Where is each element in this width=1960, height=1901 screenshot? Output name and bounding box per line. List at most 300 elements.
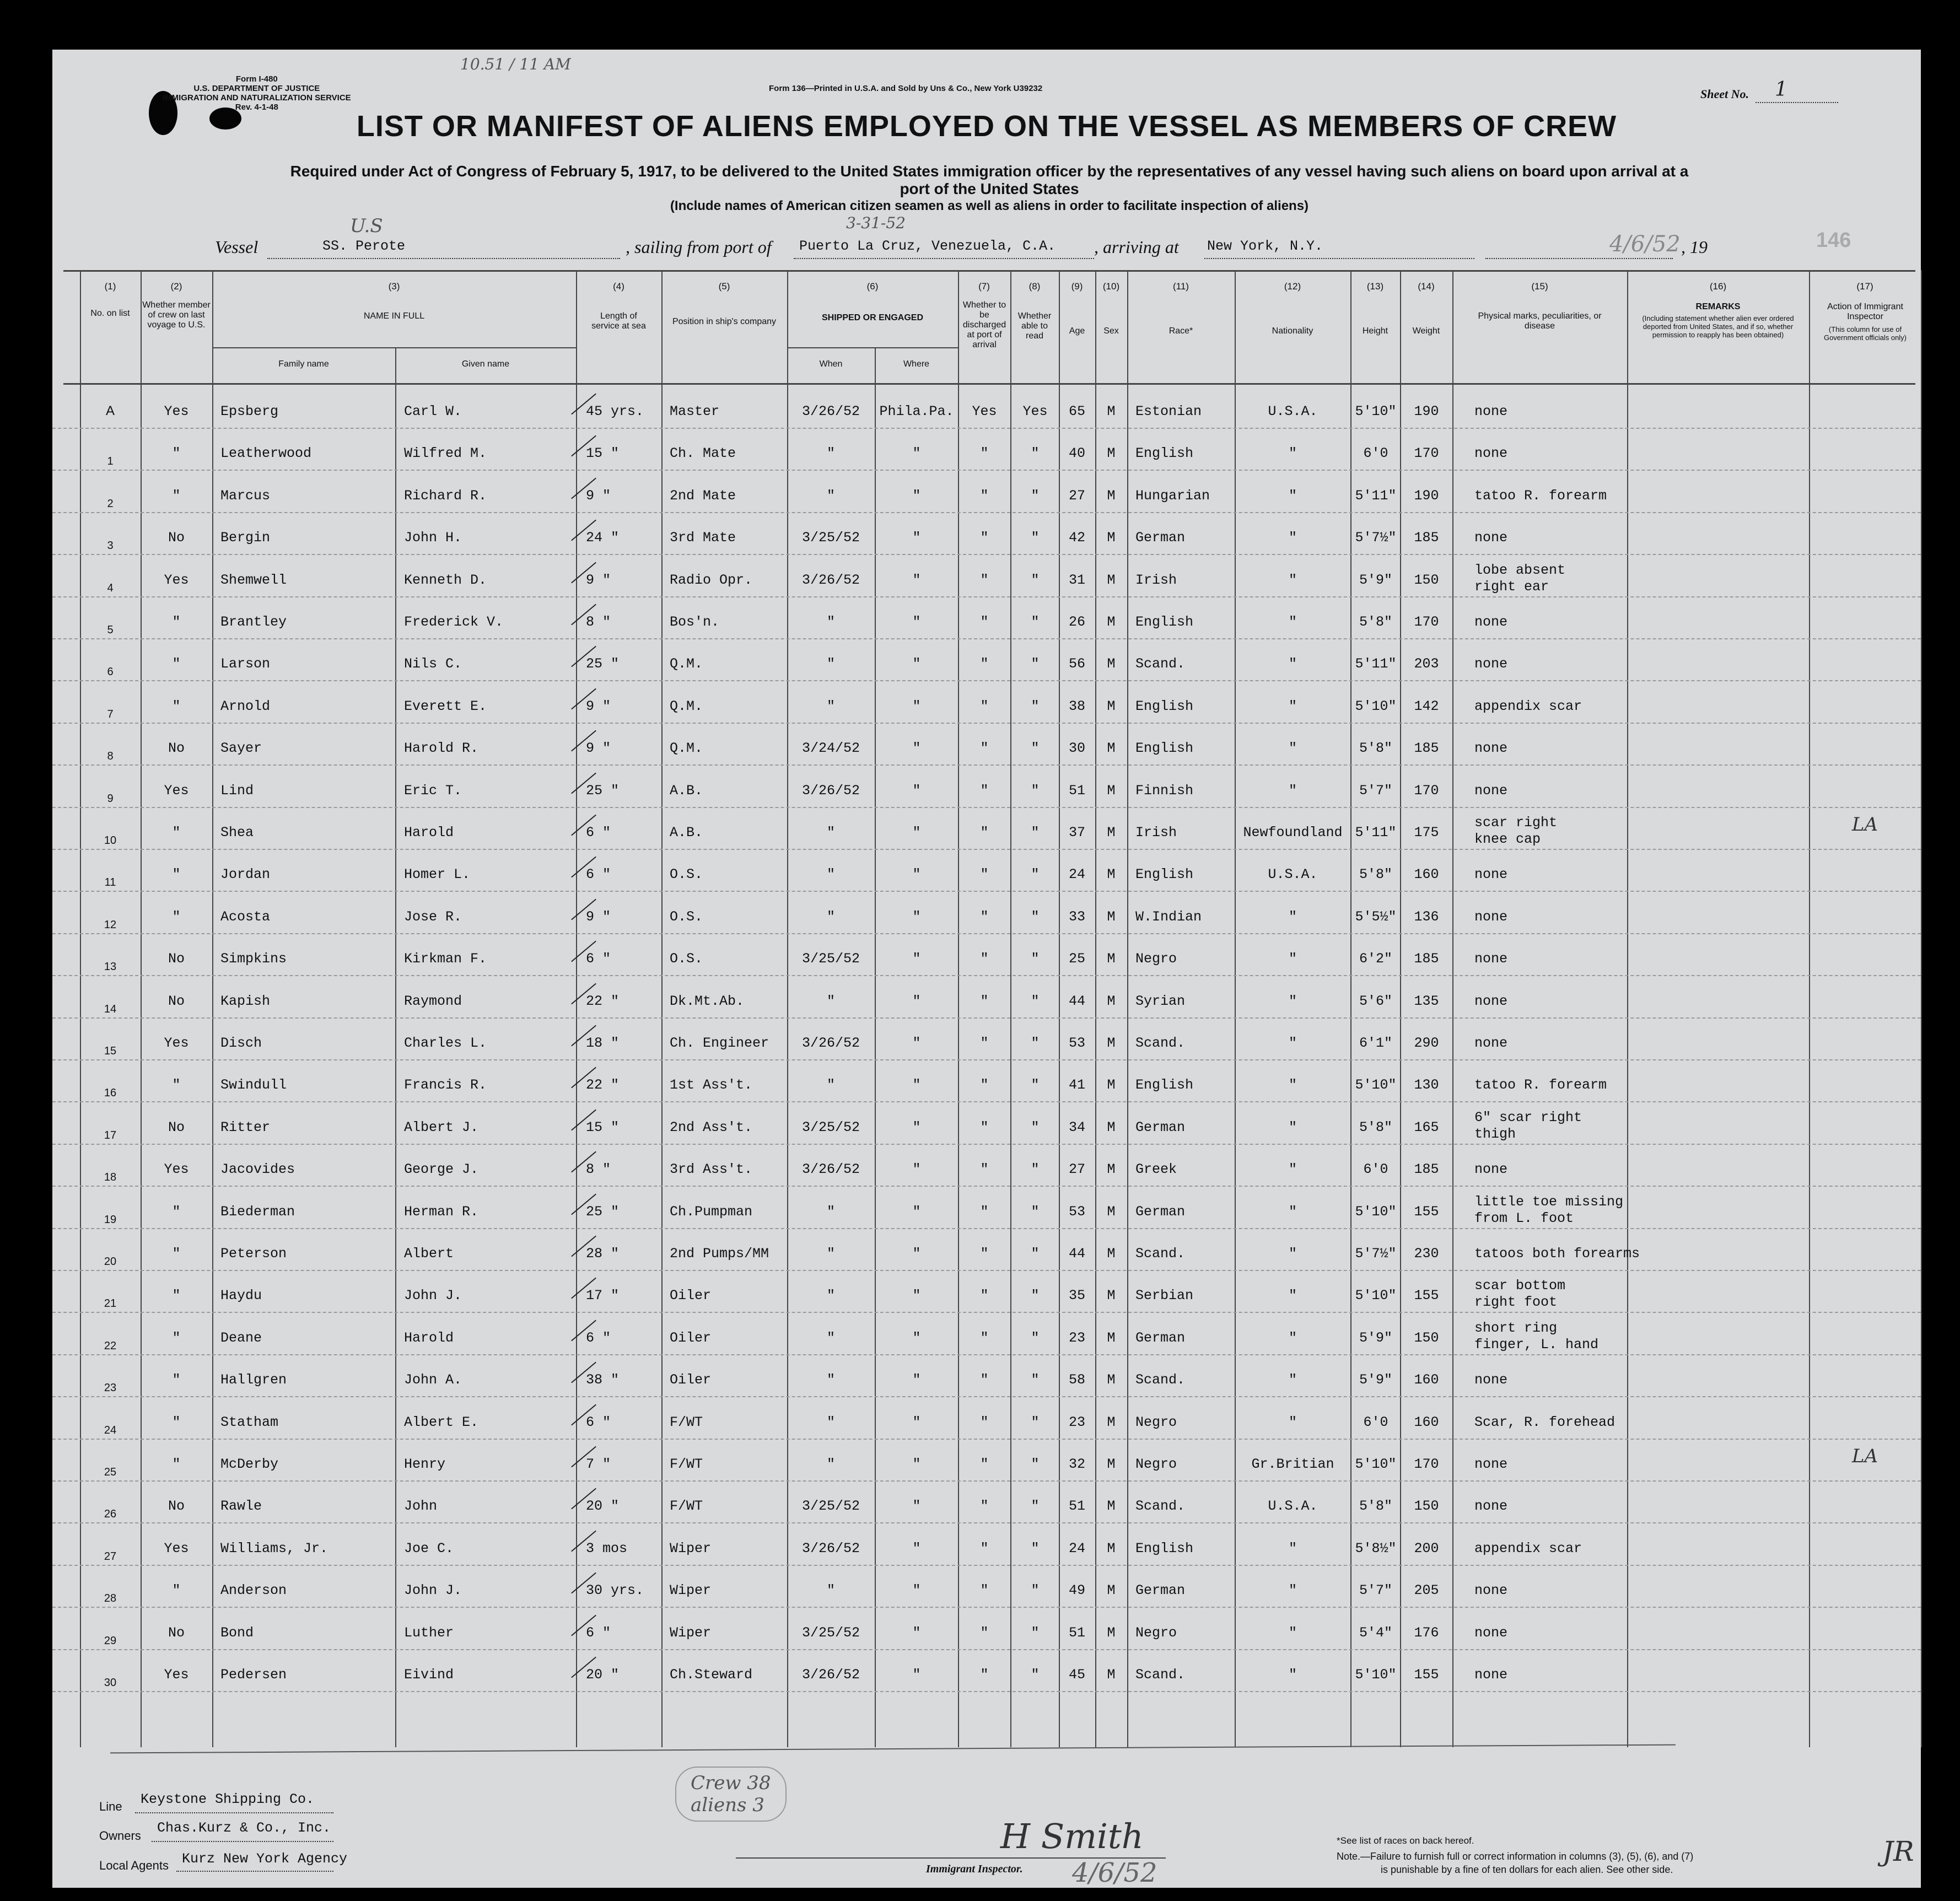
cell-when: " [826, 487, 835, 504]
cell-nationality: Newfoundland [1243, 825, 1343, 841]
col-number: (4) [613, 281, 624, 292]
row-number: 3 [107, 540, 114, 552]
cell-prev: " [172, 866, 181, 883]
cell-read: " [1031, 993, 1040, 1009]
cell-prev: Yes [164, 572, 189, 588]
cell-weight: 136 [1414, 908, 1439, 925]
cell-family: Jacovides [220, 1161, 295, 1178]
include-note: (Include names of American citizen seamen as well as aliens in order to facilitate inspection of aliens) [670, 198, 1309, 213]
col-header-given-name: Given name [461, 359, 510, 369]
cell-sex: M [1107, 1035, 1116, 1051]
col-number: (1) [104, 281, 116, 292]
cell-prev: " [172, 1456, 181, 1472]
cell-weight: 150 [1414, 1498, 1439, 1515]
manifest-sheet [52, 50, 1921, 1888]
cell-when: " [826, 993, 835, 1009]
cell-age: 31 [1068, 572, 1085, 588]
cell-where: " [912, 951, 921, 967]
cell-prev: No [168, 1498, 185, 1515]
cell-age: 34 [1068, 1119, 1085, 1135]
table-row [52, 556, 1921, 597]
cell-marks: none [1474, 1582, 1508, 1599]
cell-sex: M [1107, 1246, 1116, 1262]
cell-nationality: Gr.Britian [1251, 1456, 1334, 1472]
cell-height: 5'5½" [1355, 908, 1397, 925]
cell-position: Ch. Mate [670, 445, 736, 462]
cell-given: Albert [404, 1246, 454, 1262]
col-header-remarks-sub: (Including statement whether alien ever ordered deported from United States, and if so, whether permission to reapply has been obtained) [1642, 314, 1794, 339]
cell-discharged: " [980, 866, 989, 883]
line-underline [135, 1812, 333, 1813]
cell-race: Negro [1135, 1456, 1177, 1472]
cell-age: 23 [1068, 1414, 1085, 1430]
row-number: 25 [104, 1466, 117, 1478]
cell-discharged: " [980, 614, 989, 630]
cell-race: Greek [1135, 1161, 1177, 1178]
cell-read: " [1031, 1624, 1040, 1641]
cell-age: 56 [1068, 656, 1085, 672]
col-number: (9) [1071, 281, 1083, 292]
cell-race: German [1135, 1582, 1186, 1599]
cell-given: Nils C. [404, 656, 462, 672]
row-number: 10 [104, 834, 117, 847]
cell-nationality: " [1288, 993, 1297, 1009]
cell-discharged: " [980, 1667, 989, 1683]
cell-position: Wiper [670, 1582, 712, 1599]
col-header-remarks: REMARKS [1695, 302, 1741, 311]
arrival-date: 4/6/52 [1609, 231, 1681, 257]
table-row [52, 808, 1921, 850]
table-row [52, 1398, 1921, 1440]
cell-family: Rawle [220, 1498, 262, 1515]
cell-height: 5'7½" [1355, 530, 1397, 546]
cell-marks: none [1474, 1372, 1508, 1388]
cell-position: O.S. [670, 866, 703, 883]
cell-when: 3/25/52 [801, 951, 860, 967]
cell-discharged: " [980, 1582, 989, 1599]
cell-sex: M [1107, 951, 1116, 967]
agents-underline [176, 1871, 333, 1872]
cell-when: 3/25/52 [801, 1498, 860, 1515]
cell-sex: M [1107, 1119, 1116, 1135]
cell-age: 23 [1068, 1329, 1085, 1346]
cell-marks: Scar, R. forehead [1474, 1414, 1616, 1430]
alien-count: aliens 3 [691, 1794, 764, 1816]
department: U.S. DEPARTMENT OF JUSTICE [193, 84, 320, 93]
table-row [52, 1103, 1921, 1145]
cell-nationality: " [1288, 1246, 1297, 1262]
cell-age: 65 [1068, 403, 1085, 419]
cell-age: 30 [1068, 740, 1085, 757]
cell-where: " [912, 825, 921, 841]
cell-age: 51 [1068, 1498, 1085, 1515]
cell-sex: M [1107, 1372, 1116, 1388]
cell-weight: 200 [1414, 1540, 1439, 1557]
printer-line: Form 136—Printed in U.S.A. and Sold by Uns & Co., New York U39232 [769, 84, 1043, 93]
cell-family: Bond [220, 1624, 254, 1641]
cell-weight: 176 [1414, 1624, 1439, 1641]
cell-race: Negro [1135, 1414, 1177, 1430]
cell-sex: M [1107, 1161, 1116, 1178]
cell-race: Scand. [1135, 1035, 1186, 1051]
crew-count: Crew 38 [691, 1772, 771, 1794]
row-number: 30 [104, 1677, 117, 1689]
cell-read: " [1031, 487, 1040, 504]
cell-family: Kapish [220, 993, 271, 1009]
cell-weight: 185 [1414, 740, 1439, 757]
sheet-label: Sheet No. [1700, 87, 1749, 101]
cell-position: F/WT [670, 1498, 703, 1515]
cell-prev: No [168, 993, 185, 1009]
cell-prev: No [168, 1624, 185, 1641]
cell-marks: none [1474, 951, 1508, 967]
cell-when: " [826, 445, 835, 462]
cell-race: Scand. [1135, 1372, 1186, 1388]
cell-prev: " [172, 1372, 181, 1388]
cell-action: LA [1851, 1445, 1878, 1467]
col-header-action: Action of Immigrant Inspector [1827, 302, 1903, 321]
cell-weight: 170 [1414, 1456, 1439, 1472]
cell-weight: 203 [1414, 656, 1439, 672]
cell-height: 6'0 [1363, 1161, 1388, 1178]
cell-read: " [1031, 1582, 1040, 1599]
cell-nationality: " [1288, 1372, 1297, 1388]
cell-prev: Yes [164, 1540, 189, 1557]
cell-where: " [912, 1540, 921, 1557]
cell-discharged: " [980, 1161, 989, 1178]
cell-prev: " [172, 1329, 181, 1346]
cell-discharged: " [980, 698, 989, 714]
cell-position: O.S. [670, 951, 703, 967]
cell-when: 3/26/52 [801, 572, 860, 588]
cell-nationality: U.S.A. [1268, 1498, 1318, 1515]
cell-age: 44 [1068, 1246, 1085, 1262]
col-header-when: When [819, 359, 843, 369]
cell-read: " [1031, 1329, 1040, 1346]
cell-where: " [912, 1246, 921, 1262]
sub-header-rule-shipped [787, 347, 958, 348]
cell-read: " [1031, 825, 1040, 841]
cell-weight: 185 [1414, 951, 1439, 967]
cell-prev: Yes [164, 403, 189, 419]
cell-read: " [1031, 1288, 1040, 1304]
cell-sex: M [1107, 825, 1116, 841]
inspector-label: Immigrant Inspector. [926, 1863, 1023, 1875]
cell-marks: none [1474, 866, 1508, 883]
cell-nationality: " [1288, 656, 1297, 672]
cell-family: Epsberg [220, 403, 279, 419]
cell-marks: none [1474, 1624, 1508, 1641]
row-number: 17 [104, 1129, 117, 1141]
cell-marks: tatoo R. forearm [1474, 487, 1607, 504]
col-number: (5) [718, 281, 730, 292]
cell-marks: tatoo R. forearm [1474, 1077, 1607, 1094]
cell-weight: 170 [1414, 614, 1439, 630]
row-number: 6 [107, 666, 114, 678]
row-number: 29 [104, 1634, 117, 1647]
owners-underline [152, 1841, 333, 1842]
vessel-note: U.S [350, 215, 383, 237]
cell-family: Statham [220, 1414, 279, 1430]
table-row [52, 850, 1921, 892]
cell-age: 33 [1068, 908, 1085, 925]
row-number: 5 [107, 624, 114, 636]
cell-service: 6 " [586, 1414, 611, 1430]
cell-marks: appendix scar [1474, 698, 1582, 714]
cell-nationality: " [1288, 740, 1297, 757]
cell-race: English [1135, 740, 1194, 757]
cell-read: " [1031, 530, 1040, 546]
cell-discharged: " [980, 1035, 989, 1051]
cell-weight: 230 [1414, 1246, 1439, 1262]
cell-read: " [1031, 572, 1040, 588]
cell-marks: appendix scar [1474, 1540, 1582, 1557]
cell-family: Brantley [220, 614, 287, 630]
cell-race: Negro [1135, 1624, 1177, 1641]
cell-position: 2nd Mate [670, 487, 736, 504]
cell-read: " [1031, 1161, 1040, 1178]
cell-service: 7 " [586, 1456, 611, 1472]
cell-where: " [912, 572, 921, 588]
cell-discharged: " [980, 1456, 989, 1472]
cell-age: 44 [1068, 993, 1085, 1009]
cell-age: 27 [1068, 1161, 1085, 1178]
cell-sex: M [1107, 993, 1116, 1009]
cell-service: 28 " [586, 1246, 620, 1262]
cell-marks: little toe missing from L. foot [1474, 1193, 1624, 1226]
cell-position: 2nd Ass't. [670, 1119, 753, 1135]
cell-position: Oiler [670, 1288, 712, 1304]
cell-when: " [826, 656, 835, 672]
col-header-read: Whether able to read [1017, 311, 1052, 341]
cell-nationality: U.S.A. [1268, 866, 1318, 883]
cell-position: Wiper [670, 1540, 712, 1557]
port-underline [794, 258, 1094, 259]
cell-age: 40 [1068, 445, 1085, 462]
cell-given: John J. [404, 1582, 462, 1599]
table-row [52, 1145, 1921, 1187]
cell-family: Bergin [220, 530, 271, 546]
cell-given: Everett E. [404, 698, 487, 714]
cell-age: 26 [1068, 614, 1085, 630]
cell-discharged: " [980, 1246, 989, 1262]
cell-nationality: " [1288, 572, 1297, 588]
cell-given: John H. [404, 530, 462, 546]
cell-read: " [1031, 1456, 1040, 1472]
cell-sex: M [1107, 1329, 1116, 1346]
cell-weight: 185 [1414, 1161, 1439, 1178]
row-number: 23 [104, 1382, 117, 1394]
sailing-date-note: 3-31-52 [846, 214, 906, 232]
cell-age: 27 [1068, 487, 1085, 504]
table-row [52, 471, 1921, 513]
cell-prev: " [172, 445, 181, 462]
cell-height: 5'9" [1359, 572, 1392, 588]
cell-marks: none [1474, 782, 1508, 799]
races-note: *See list of races on back hereof. [1337, 1835, 1474, 1846]
fine-note: Note.—Failure to furnish full or correct information in columns (3), (5), (6), and (7) [1337, 1851, 1694, 1862]
table-row [52, 1187, 1921, 1229]
cell-service: 9 " [586, 740, 611, 757]
row-number: 28 [104, 1592, 117, 1605]
cell-position: Master [670, 403, 720, 419]
cell-sex: M [1107, 1667, 1116, 1683]
cell-weight: 142 [1414, 698, 1439, 714]
cell-marks: none [1474, 1035, 1508, 1051]
cell-where: " [912, 908, 921, 925]
cell-height: 6'0 [1363, 1414, 1388, 1430]
cell-age: 25 [1068, 951, 1085, 967]
cell-marks: none [1474, 656, 1508, 672]
cell-service: 15 " [586, 445, 620, 462]
col-header-weight: Weight [1412, 326, 1440, 336]
col-number: (7) [978, 281, 990, 292]
table-row [52, 1060, 1921, 1102]
vessel-name: SS. Perote [322, 238, 406, 254]
row-number: 21 [104, 1297, 117, 1310]
row-number: 16 [104, 1087, 117, 1100]
cell-age: 51 [1068, 782, 1085, 799]
cell-prev: Yes [164, 1667, 189, 1683]
row-number: 13 [104, 961, 117, 973]
cell-position: 1st Ass't. [670, 1077, 753, 1094]
table-row [52, 977, 1921, 1019]
table-row [52, 1650, 1921, 1692]
arrival-underline [1204, 258, 1474, 259]
cell-nationality: " [1288, 1119, 1297, 1135]
cell-family: Disch [220, 1035, 262, 1051]
cell-given: Harold R. [404, 740, 479, 757]
cell-given: Francis R. [404, 1077, 487, 1094]
cell-race: Scand. [1135, 656, 1186, 672]
col-header-marks: Physical marks, peculiarities, or disease [1478, 311, 1602, 331]
cell-given: Luther [404, 1624, 454, 1641]
table-row [52, 387, 1921, 429]
cell-nationality: " [1288, 1288, 1297, 1304]
cell-given: Richard R. [404, 487, 487, 504]
cell-race: German [1135, 1119, 1186, 1135]
cell-marks: none [1474, 993, 1508, 1009]
col-header-age: Age [1069, 326, 1085, 336]
cell-service: 9 " [586, 698, 611, 714]
cell-when: 3/25/52 [801, 1119, 860, 1135]
cell-position: 3rd Mate [670, 530, 736, 546]
table-row [52, 1524, 1921, 1566]
cell-when: " [826, 866, 835, 883]
cell-given: George J. [404, 1161, 479, 1178]
cell-where: " [912, 698, 921, 714]
cell-sex: M [1107, 782, 1116, 799]
crew-count-note [675, 1767, 787, 1822]
cell-family: Williams, Jr. [220, 1540, 329, 1557]
row-number: 22 [104, 1339, 117, 1352]
cell-sex: M [1107, 530, 1116, 546]
cell-weight: 130 [1414, 1077, 1439, 1094]
row-number: 7 [107, 708, 114, 720]
cell-marks: none [1474, 530, 1508, 546]
table-top-rule [63, 270, 1915, 272]
table-row [52, 429, 1921, 471]
cell-age: 41 [1068, 1077, 1085, 1094]
cell-race: English [1135, 445, 1194, 462]
cell-service: 25 " [586, 782, 620, 799]
cell-discharged: " [980, 1077, 989, 1094]
cell-height: 5'10" [1355, 698, 1397, 714]
cell-when: " [826, 614, 835, 630]
cell-when: " [826, 1456, 835, 1472]
row-number: 26 [104, 1508, 117, 1521]
cell-age: 53 [1068, 1203, 1085, 1220]
cell-when: 3/26/52 [801, 782, 860, 799]
cell-nationality: " [1288, 908, 1297, 925]
cell-sex: M [1107, 1498, 1116, 1515]
cell-read: " [1031, 614, 1040, 630]
cell-read: " [1031, 1077, 1040, 1094]
year-label: , 19 [1681, 237, 1708, 257]
cell-marks: none [1474, 403, 1508, 419]
cell-nationality: " [1288, 445, 1297, 462]
cell-height: 5'7½" [1355, 1246, 1397, 1262]
cell-where: " [912, 740, 921, 757]
row-number: 19 [104, 1213, 117, 1226]
cell-weight: 170 [1414, 782, 1439, 799]
cell-discharged: " [980, 487, 989, 504]
owners-label: Owners [99, 1829, 141, 1843]
cell-discharged: " [980, 1203, 989, 1220]
cell-read: Yes [1022, 403, 1048, 419]
table-header-rule [63, 383, 1915, 385]
cell-family: Haydu [220, 1288, 262, 1304]
cell-position: A.B. [670, 782, 703, 799]
row-number: 24 [104, 1424, 117, 1436]
cell-where: " [912, 1288, 921, 1304]
cell-age: 42 [1068, 530, 1085, 546]
table-row [52, 1229, 1921, 1271]
revision: Rev. 4-1-48 [235, 103, 278, 112]
cell-race: German [1135, 1329, 1186, 1346]
cell-read: " [1031, 445, 1040, 462]
cell-discharged: " [980, 782, 989, 799]
cell-position: A.B. [670, 825, 703, 841]
cell-given: Harold [404, 1329, 454, 1346]
form-number: Form I-480 [235, 74, 278, 84]
form-header-block [163, 74, 351, 112]
cell-read: " [1031, 698, 1040, 714]
cell-nationality: " [1288, 1161, 1297, 1178]
sailing-label: , sailing from port of [626, 237, 772, 257]
cell-discharged: " [980, 993, 989, 1009]
cell-read: " [1031, 1372, 1040, 1388]
cell-height: 5'10" [1355, 1077, 1397, 1094]
shipping-line: Keystone Shipping Co. [141, 1791, 315, 1807]
cell-read: " [1031, 782, 1040, 799]
cell-read: " [1031, 1119, 1040, 1135]
cell-sex: M [1107, 572, 1116, 588]
cell-height: 6'0 [1363, 445, 1388, 462]
row-number: 4 [107, 581, 114, 594]
cell-sex: M [1107, 1288, 1116, 1304]
cell-read: " [1031, 656, 1040, 672]
cell-race: Irish [1135, 825, 1177, 841]
col-number: (17) [1856, 281, 1873, 292]
cell-service: 9 " [586, 487, 611, 504]
row-number: 14 [104, 1003, 117, 1015]
cell-weight: 290 [1414, 1035, 1439, 1051]
cell-service: 8 " [586, 614, 611, 630]
cell-discharged: " [980, 1624, 989, 1641]
cell-nationality: " [1288, 1414, 1297, 1430]
table-row [52, 766, 1921, 808]
